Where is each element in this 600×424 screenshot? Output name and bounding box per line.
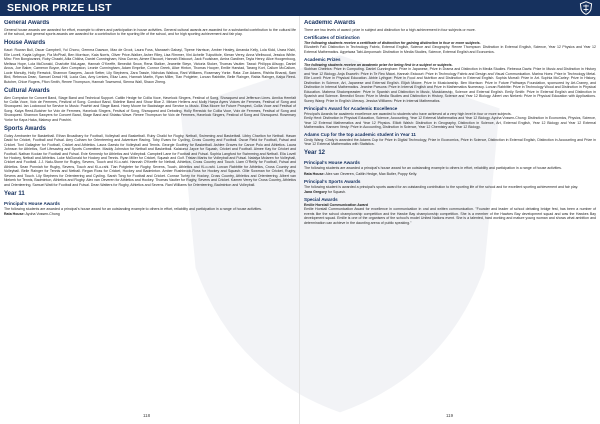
special-awards-text: Emilie Horstall Communication Award for excellence in communication in oral and written communication. "Founder and leader of school debating bridge fest, has been a number of events like the school championship competition and the Hawke Bay championship competition. She is a member of the Hawkes Bay development squad and was the Hawkes Bay development squad. Emilie is one of the organisers of the school's model United Nations event. She is a talented, hard working and mature young woman and shows what ambition and determination can achieve in the daunting arena of public speaking." (304, 207, 596, 225)
year11-winner: Rata House: Ayoha Vossen-Chong (4, 211, 60, 216)
page-title: SENIOR PRIZE LIST (7, 2, 112, 14)
adams-cup-text: Cindy Wang: Cindy is awarded the Adams Cup for Prize in Digital Technology, Prize in Economics, Prize in Science, Distinction in External English, Distinction in Accounting and Prize in Year 12 External Mathematics with Statistics. (304, 138, 596, 147)
cultural-awards-heading: Cultural Awards (4, 87, 50, 94)
left-page-number: 118 (143, 413, 151, 418)
year12-house-awards-heading: Principal's House Awards (304, 160, 360, 166)
excellence-heading: Principal's Award for Academic Excellence (304, 105, 398, 111)
general-awards-text: General house awards are awarded for effort, example to others and participation in house activities. General cultural awards are awarded for a substantial contribution to the cultural life of the school, and general sports awards are awarded for a contribution to the sporting life of the school, and for high sporting achievement and fair play. (4, 28, 296, 37)
academic-prizes-text: Siobhan Cheihtra: Prize in Computing. Daniel Cunningham: Prize in Japanese, Prize in Drama and Distinction in Media Studies. Rebecca Davis: Prize in Music and Distinction in History and Year 12 Biology. Anja Esworth: Prize in Te Reo Maori. Hannah Estcourt: Prize in Technology Fabric and Design and Visual Communication. Marina Hoes: Prize in Technology Metal. Elle Lovell: Prize in Physical Education. Abbie Lythgoe: Prize in Food and Nutrition and Distinction in External English. Sophia Morrall: Prize in Art. Sophia McCarley: Prize in History, Distinction in Science, Art, Japanese and External English. Elijah Moore: Prize in Musicianship. Ben Morrison: Prize in Future Pathways Foundation, sponsored by Art-Craney, and Distinction in Internal Mathematics. Jeanine Parsons: Prize in Internal English and Prize in Mathematics Numeracy. Lorcan Rabbitte: Prize in Technology Wood and Distinction in Physical Education. Mabena Shalompeaster: Prize in Spanish and Distinction in Music, Musicianship, Science and External English. Emily Smith: Prize in External English and Distinction in Spanish and Science. Benedict Snow: Prize in Media Studies and Distinction in History, Science and Year 12 Biology. Albert van Niekerk: Prize in Physical Education with Applications. Sunny Wang: Prize in English Literacy. Jessica Williams: Prize in Internal Mathematics. (304, 67, 596, 103)
certificates-note: The following students receive a certificate of distinction for gaining distinction in four or more subjects. (304, 41, 481, 46)
right-page-number: 119 (446, 413, 454, 418)
principal-sports-winner: Jana Gregory for Squash. (304, 189, 347, 194)
left-page (4, 20, 296, 424)
academic-awards-text: There are two levels of award: prize in subject and distinction for a high achievement in four subjects or more. (304, 28, 476, 32)
year11-heading: Year 11 (4, 190, 25, 197)
page-spine (299, 16, 300, 424)
principal-sports-text: The following student is awarded a principal's sports award for an outstanding contribution to the sporting life of the school and for excellent sporting achievement and fair play. (304, 184, 579, 189)
year12-heading: Year 12 (304, 150, 326, 157)
house-awards-heading: House Awards (4, 40, 46, 47)
general-awards-heading: General Awards (4, 20, 50, 26)
special-awards-heading: Special Awards (304, 196, 338, 202)
sports-awards-text: Gutzy Armbanter for Basketball. Ethan Broadbary for Football, Volleyball and Basketball. Ruby Chaild for Rugby, Netball, Swimming and Basketball. Libby Charlton for Netball. Hasan Dadd for Cricket, Football and Futsal. Amy Culham for Orienteering and Adventure Racing. Toby Evans for Cycling, Cross Country and Football. Oscar Field for Football, Futsal and Cricket. Toni Gallagher for Football, Cricket and Athletics. Laura Gaesto for Volleyball and Tennis. Georgie Godfrey for Basketball. Ashlee Graves for Canoe Polo and Athletics. Laura Johnson for Athletics, Surf Lifesaving and Sports Committee. Maddy Johnston for Netball and Basketball. Kalaionui Jayce for Squash, Cricket and Football. Aimee Kay for Cricket and Football. Nathan Koolan for Football and Futsal. Evie Kennedy for Athletics and Volleyball. Campbell Lane for Football and Futsal. Sophia Langford for Swimming and Netball. Ella Lovell for Hockey, Netball and Athletics. Luke McDonald for Hockey and Tennis. Ryan Miller for Cricket, Squash and Golf. Tristan Marks for Volleyball and Futsal. Natalya Mclaren for Volleyball, Cricket and Football. J.J. Nalu-Stone for Rugby, Sevens, Touch and Ki-o-rahi. Hannah O'Keeffe for Netball, Athletics, Cross Country and Touch. Liam O'Reilly for Football, Futsal and Athletics. Sean Ponniah for Rugby, Sevens, Touch and Ki-o-rahi. Tian Potgieter for Rugby, Sevens, Touch, Athletics and Ki-o-rahi. Lorcan Rabbitte for Athletics, Cross Country and Volleyball. Belle Rainger for Tennis and Netball. Regan Ross for Cricket, Hockey and Badminton. Amber Rushbrook-Ross for Hockey and Squash. Ollie Sowman for Cricket, Rugby, Sevens and Touch. Lily Stephens for Orienteering and Cycling. Sarah Tong for Football and Cricket. Connar Turley for Hockey, Cross Country, Athletics and Orienteering. Albert van Niekerk for Tennis, Badminton, Athletics and Rugby. Alex van Oeveren for Athletics and Hockey. Thomas Vautier for Rugby, Sevens and Cricket. Kamen Verey for Cross Country, Athletics and Orienteering. Samuel Watt for Football and Futsal. Dean Watters for Rugby, Athletics and Sevens. Rani Williams for Orienteering, Badminton and Volleyball. (4, 133, 296, 187)
certificates-heading: Certificates of Distinction (304, 35, 360, 41)
house-awards-text: Kauri: Rowan Bull, Oscar Campbell, Yui Chono, Gemma Dawson, Max de Groot, Laura Foss, Manaseh Gabayi, Tipene Harrison, Amber Healey, Amanda Kelly, Lola Kidd, Urara Kishi, Elle Lovell, Kayla Lythgoe, Fia McPhail, Ben Morrison, Kaia Norris, Oliver Price-Walker, Asher Riley, Lisa Rimmer, Vini Achelle Tuiputitole, Kieran Verey, Anna Wellwood, Jessica White. Miro: Finn Bongiovanni, Ruby Chaabi, Ailia Chikha, Daniel Cunningham, Nina Curran, Aimee Elscourt, Hannah Elstcourt, Jack Foulsham, Amira Gardiner, Tayla Henry, Alice Hoogenboog, Melissa Hope, Lola McDonald, Charlotte McLagan, Hannah O'Keeffe, Benedict Snow, Rena Stalker, Jeanette Steyn, Victoria Stoker, Thomas Vautier. Tawai: Philippa Allsopp, Daniel Arcus, Joe Baker, Cameron Boyce, Alex Compston, Leonie Cunningham, Adam Emprike, Connor Greek, Alice Hinton, Thomas Hooper, Emilie Harstad, Tarang Kort, Callum McCallum, Lucie Mcnulty, Holly Renwick, Shannon Sawyers, Jacob Setter, Lily Stephens, Zara Tassie, Nicholas Waikoa, Rani Williams, Rosemary Yorke. Rata: Zoe Adams, Rishita Bharati, Sam Bird, Rebecca Dean, Samuel Dowd Hill, Lucia Gao, Amy Lenkes, Eliaz Lanu, Hannah Martin, Ryan Miller, Tian Potgieter, Lorcan Rabbitte, Belle Rainger, Rabia Rainger, Kalya Reed-Butcher, Chloe Rogers, Ffion Smith, Renee Thompson, Hannah Townsend, Sienna Wall, Shaon Zheng. (4, 48, 296, 84)
sports-awards-heading: Sports Awards (4, 125, 47, 132)
year12-house-awards-text: The following students are awarded a principal's house award for an outstanding example to others in effort, reliability and participation in a range of house activities. (304, 166, 562, 171)
adams-cup-heading: Adams Cup for the top academic student in Year 11 (304, 132, 416, 138)
header-banner (0, 0, 600, 16)
academic-awards-heading: Academic Awards (304, 20, 356, 26)
year11-house-awards-heading: Principal's House Awards (4, 200, 60, 206)
year12-winner: Rata House: Alex van Oeveren, Caitlin Hedge, Max Butler, Poppy Kelly. (304, 171, 418, 176)
excellence-list: Emily Hext: Distinction in Physical Education, Science, Accounting, Year 12 External Mathematics and Year 12 Biology. Ayoha Vossen-Chong: Distinction in Economics, Physics, Science, Year 12 External Mathematics and Year 12 Physics. Elliott Walsh: Distinction in Geography, Distinction in Science, Art, External English, Year 12 Biology and Year 12 External Mathematics. Kanwen Vesty: Prize in Accounting, Distinction in Science, Year 12 Chemistry and Year 12 Biology. (304, 116, 596, 129)
excellence-text: Principal's Awards for academic excellence are awarded to students who have achieved at a very high level in four or more subjects. (304, 111, 512, 116)
year11-house-awards-text: The following students are awarded a principal's house award for an outstanding example to others in effort, reliability and participation in a range of house activities. (4, 206, 262, 211)
academic-prizes-note: The following students receive an academic prize for being first in a subject or subjects. (304, 62, 453, 67)
principal-sports-heading: Principal's Sports Awards (304, 178, 361, 184)
cultural-awards-text: Alex Compston for Concert Band, Stage Band and Technical Support. Caitlin Hedge for Collia Voce, Havelock Singers, Festival of Song, Showquest and Jefferson Lines. Annika Hemfalt for Collia Voce, Voix de Femmes, Festival of Song. Conduct Band, Sideline Band and Show Blue 2. Miriam Hellens and Molly Harpa Ayers Voices de Femmes, Festival of Song and Showquest. Ian Lockwood for Service to Music: Powhiri and Stage Band. Harry Moore for Backstage and Service to Music. Elisa Moore for Future Prospect, Collia Voce and Festival of Song. Kaiya Reed-Butcher for Voix de Femmes, Havelock Singers, Festival of Song, Showquest and Debating. Holly Renwick for Collia Voce, Voix de Femmes, Festival of Song and Showquest. Shannon Sawyers for Concert Band, Stage Band and Shiatsu Wave. Renee Thompson for Voix de Femmes, Havelock Singers, Festival of Song and Showquest. Rosemary Yorke for Kapa Haka, Makeup and Powhiri. (4, 95, 296, 122)
academic-prizes-heading: Academic Prizes (304, 56, 341, 62)
school-crest-icon (579, 1, 593, 15)
certificates-text: Elizabeth Fall: Distinction in Technology Fabric, External English, Science and Geography. Renee Thompson: Distinction in External English, Science, Year 12 Physics and Year 12 External Mathematics. Agyeiwaa Tabi-Amponsah: Distinction in Media Studies, Science, External English and Economics. (304, 45, 596, 54)
right-page (304, 20, 596, 424)
special-award-name: Emilie Horstall Communication Award (304, 202, 369, 207)
